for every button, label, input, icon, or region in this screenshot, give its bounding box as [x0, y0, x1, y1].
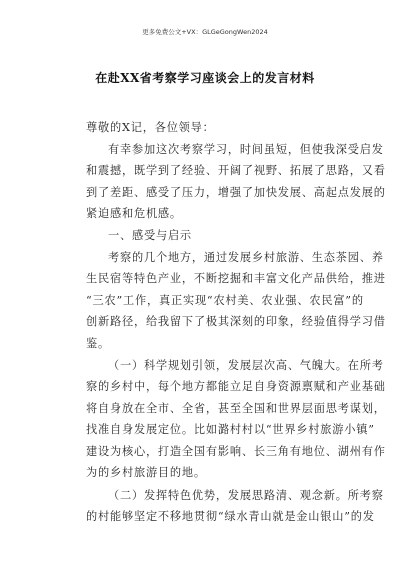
- text-line: 到了差距、感受了压力，增强了加快发展、高起点发展的: [86, 185, 386, 199]
- text-line: 创新路径，给我留下了极其深刻的印象，经验值得学习借: [86, 315, 386, 329]
- paragraph-2: [86, 247, 386, 354]
- salutation-block: [86, 117, 348, 138]
- text-line: 建设为核心，打造全国有影响、长三角有地位、湖州有作: [86, 444, 386, 458]
- text-line: 鉴。: [86, 336, 110, 350]
- paragraph-4: [86, 485, 384, 528]
- text-line: 察的乡村中，每个地方都能立足自身资源禀赋和产业基础: [86, 380, 386, 394]
- paragraph-1: [86, 139, 386, 225]
- text-line: 找准自身发展定位。比如潞村村以“世界乡村旅游小镇”: [86, 423, 375, 437]
- document-title: 在赴XX省考察学习座谈会上的发言材料: [95, 71, 315, 85]
- text-line: 有幸参加这次考察学习，时间虽短，但使我深受启发: [108, 143, 384, 156]
- section-heading-1-block: [86, 225, 348, 246]
- text-line: 生民宿等特色产业，不断挖掘和丰富文化产品供给，推进: [86, 272, 386, 286]
- text-line: 为的乡村旅游目的地。: [86, 466, 206, 480]
- text-line: “三农”工作，真正实现“农村美、农业强、农民富”的: [86, 293, 364, 307]
- text-line: 紧迫感和危机感。: [86, 207, 182, 221]
- text-line: 的村能够坚定不移地贯彻“绿水青山就是金山银山”的发: [86, 510, 375, 524]
- text-line: 将自身放在全市、全省，甚至全国和世界层面思考谋划，: [86, 401, 386, 415]
- section-heading: 一、感受与启示: [108, 229, 192, 242]
- paragraph-3: [86, 355, 386, 483]
- salutation: 尊敬的X记，各位领导：: [86, 121, 215, 134]
- text-line: 和震撼，既学到了经验、开阔了视野、拓展了思路，又看: [86, 164, 386, 178]
- text-line: （二）发挥特色优势，发展思路清、观念新。所考察: [108, 489, 384, 502]
- text-line: （一）科学规划引领，发展层次高、气魄大。在所考: [108, 359, 384, 372]
- header-note: 更多免费公文+VX：GLGeGongWen2024: [142, 28, 268, 36]
- text-line: 考察的几个地方，通过发展乡村旅游、生态茶园、养: [108, 251, 384, 264]
